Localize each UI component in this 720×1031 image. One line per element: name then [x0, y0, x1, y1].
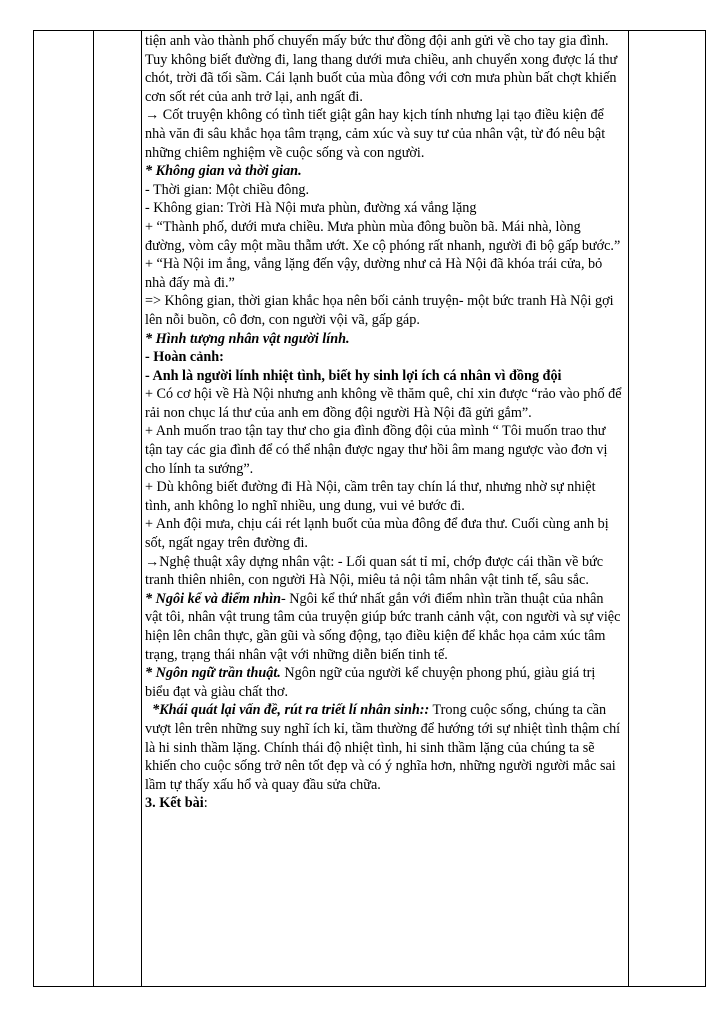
- column-divider: [141, 31, 142, 986]
- paragraph-conclusion: [145, 794, 623, 813]
- paragraph-space-conclusion: => Không gian, thời gian khắc họa nên bối cảnh truyện- một bức tranh Hà Nội gợi lên nỗi buồn, cô đơn, con người vội vã, gấp gáp.: [145, 293, 614, 328]
- column-divider: [628, 31, 629, 986]
- paragraph-plot-conclusion: → Cốt truyện không có tình tiết giật gân hay kịch tính nhưng lại tạo điều kiện để nhà văn đi sâu khắc họa tâm trạng, cảm xúc và suy tư của nhân vật, từ đó nêu bật những chiêm nghiệm về cuộc sống và con người.: [145, 107, 606, 161]
- point-rain: + Anh đội mưa, chịu cái rét lạnh buốt của mùa đông để đưa thư. Cuối cùng anh bị sốt, ngất ngay trên đường đi.: [145, 516, 609, 552]
- summary-body: Trong cuộc sống, chúng ta cần vượt lên trên những suy nghĩ ích kỉ, tầm thường để hướng tới sự nhiệt tình thậm chí là hi sinh thầm lặng. Chính thái độ nhiệt tình, hi sinh thầm lặng của chúng ta sẽ khiến cho cuộc sống trở nên tốt đẹp và có ý nghĩa hơn, những người người mắc sai lầm tự thấy xấu hổ và quay đầu sửa chữa.: [145, 702, 621, 793]
- conclusion-colon: :: [203, 795, 208, 812]
- line-circumstance: - Hoàn cảnh:: [145, 349, 224, 366]
- point-deliver: + Anh muốn trao tận tay thư cho gia đình đồng đội của mình “ Tôi muốn trao thư tận tay các gia đình để có thể nhận được ngay thư hồi âm mang ngược vào đơn vị cho lính ta sướng”.: [145, 423, 608, 477]
- line-time: - Thời gian: Một chiều đông.: [145, 181, 310, 198]
- paragraph-narration: [145, 590, 623, 664]
- paragraph-language: [145, 664, 623, 701]
- quote-hanoi: + “Hà Nội im ắng, vắng lặng đến vậy, dường như cả Hà Nội đã khóa trái cửa, bỏ nhà đấy mà đi.”: [145, 256, 603, 291]
- paragraph-summary: [145, 701, 623, 794]
- narration-body: - Ngôi kể thứ nhất gắn với điểm nhìn trần thuật của nhân vật tôi, nhân vật trung tâm của truyện giúp bức tranh cảnh vật, con người và sự việc hiện lên chân thực, gần gũi và sống động, tạo điều kiện để khắc họa cảm xúc tâm trạng, trạng thái nhân vật với những diễn biến tinh tế.: [145, 590, 621, 663]
- paragraph-intro: tiện anh vào thành phố chuyển mấy bức thư đồng đội anh gửi về cho tay gia đình. Tuy không biết đường đi, lang thang dưới mưa chiều, anh chuyển xong được lá thư chót, trời đã tối sầm. Cái lạnh buốt của mùa đông với cơn mưa phùn bất chợt khiến cơn sốt rét của anh trở lại, anh ngất đi.: [145, 33, 618, 105]
- quote-city: + “Thành phố, dưới mưa chiều. Mưa phùn mùa đông buồn bã. Mái nhà, lòng đường, vòm cây một mầu thẫm ướt. Xe cộ phóng rất nhanh, người đi bộ gấp bước.”: [145, 218, 621, 254]
- summary-heading: *Khái quát lại vấn đề, rút ra triết lí nhân sinh::: [152, 702, 430, 719]
- paragraph-art: →Nghệ thuật xây dựng nhân vật: - Lối quan sát tỉ mỉ, chớp được cái thần về bức tranh thiên nhiên, con người Hà Nội, miêu tả nội tâm nhân vật tinh tế, sâu sắc.: [145, 553, 604, 589]
- conclusion-heading: 3. Kết bài: [145, 795, 204, 812]
- language-heading: * Ngôn ngữ trần thuật.: [145, 665, 281, 682]
- narration-heading: * Ngôi kể và điểm nhìn: [145, 590, 281, 607]
- heading-space-time: * Không gian và thời gian.: [145, 163, 302, 180]
- line-space: - Không gian: Trời Hà Nội mưa phùn, đường xá vắng lặng: [145, 200, 477, 217]
- point-visit: + Có cơ hội về Hà Nội nhưng anh không về thăm quê, chỉ xin được “rảo vào phố để rải non chục lá thư của anh em đồng đội người Hà Nội đã gửi gắm”.: [145, 386, 622, 421]
- heading-soldier: * Hình tượng nhân vật người lính.: [145, 330, 350, 347]
- column-divider: [93, 31, 94, 986]
- point-walk: + Dù không biết đường đi Hà Nội, cầm trên tay chín lá thư, nhưng nhờ sự nhiệt tình, anh không lo nghĩ nhiều, ung dung, vui vẻ bước đi.: [145, 479, 596, 514]
- line-soldier-claim: - Anh là người lính nhiệt tình, biết hy sinh lợi ích cá nhân vì đồng đội: [145, 367, 562, 384]
- content-cell: [145, 30, 623, 813]
- language-body: Ngôn ngữ của người kể chuyện phong phú, giàu giá trị biểu đạt và giàu chất thơ.: [145, 665, 596, 700]
